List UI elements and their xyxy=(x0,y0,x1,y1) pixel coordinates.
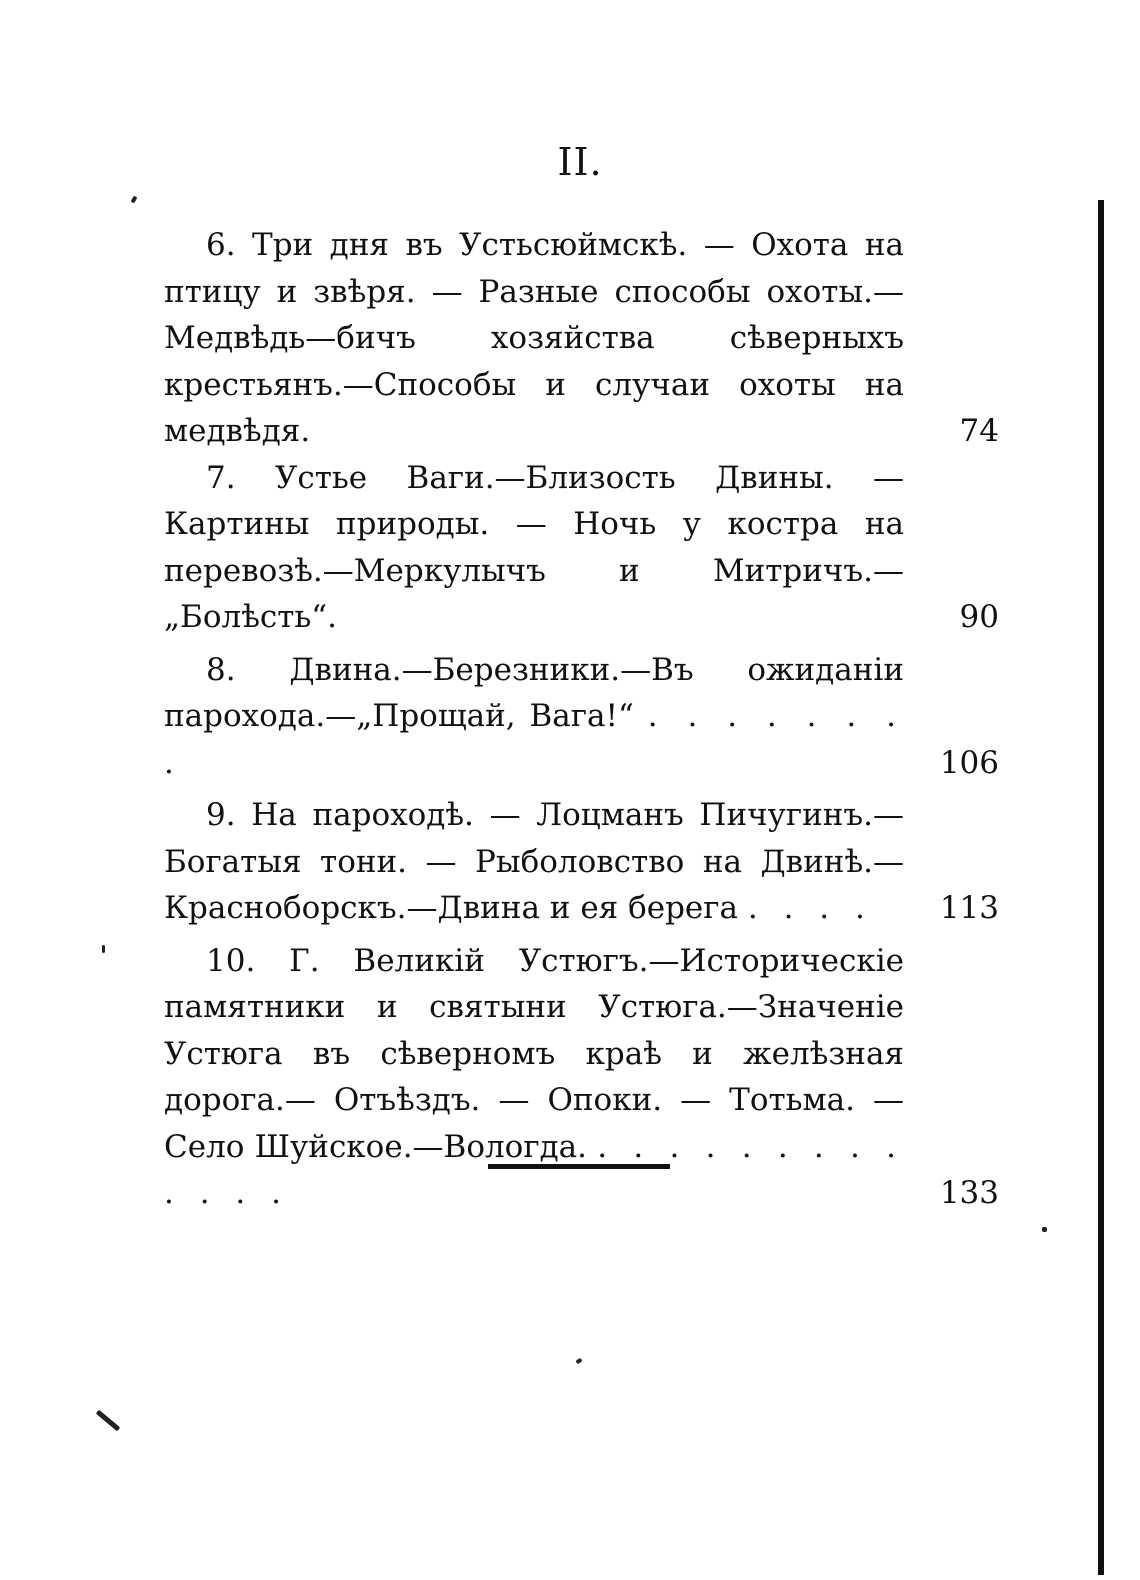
page-edge-scan-line xyxy=(1098,200,1104,1575)
section-divider-rule xyxy=(488,1164,670,1169)
toc-entry-text xyxy=(164,792,904,932)
toc-entry-page: 90 xyxy=(959,599,999,635)
table-of-contents xyxy=(164,222,999,1217)
toc-entry-title: 6. Три дня въ Устьсюймскѣ. — Охота на птицу и звѣря. — Разные способы охоты.— Медвѣдь—бичъ хозяйства сѣверныхъ крестьянъ.—Способы и случаи охоты на медвѣдя. xyxy=(164,227,904,449)
toc-entry-page: 106 xyxy=(939,744,999,781)
scan-speck xyxy=(575,1358,582,1364)
toc-entry-text xyxy=(164,455,904,641)
toc-entry-title: 9. На пароходѣ. — Лоцманъ Пичугинъ.— Богатыя тони. — Рыболовство на Двинѣ.— Красноборскъ.—Двина и ея берега xyxy=(164,797,904,926)
dot-leader: . . . . xyxy=(747,890,873,926)
page-heading: II. xyxy=(557,140,603,184)
toc-entry xyxy=(164,455,999,641)
toc-entry-text xyxy=(164,647,904,787)
toc-entry-text xyxy=(164,938,904,1217)
dot-leader: . . . . . . . . . . . . . xyxy=(164,1128,904,1211)
toc-entry xyxy=(164,222,999,455)
toc-entry-title: 10. Г. Великій Устюгъ.—Историческіе памятники и святыни Устюга.—Значеніе Устюга въ сѣверномъ краѣ и желѣзная дорога.— Отъѣздъ. — Опоки. — Тотьма. — Село Шуйское.—Вологда. xyxy=(164,942,904,1165)
toc-entry xyxy=(164,792,999,932)
toc-entry-title: 7. Устье Ваги.—Близость Двины. — Картины природы. — Ночь у костра на перевозѣ.—Меркулычъ и Митричъ.— „Болѣсть“. xyxy=(164,459,904,635)
scan-speck xyxy=(102,945,105,953)
toc-entry-page: 74 xyxy=(959,413,999,449)
toc-entry-text xyxy=(164,222,904,455)
scan-speck xyxy=(96,1410,121,1432)
toc-entry-page: 113 xyxy=(939,890,999,926)
toc-entry-title: 8. Двина.—Березники.—Въ ожиданіи парохода.—„Прощай, Вага!“ xyxy=(164,651,904,734)
toc-entry-page: 133 xyxy=(939,1175,999,1211)
toc-entry xyxy=(164,938,999,1217)
scan-speck xyxy=(1042,1227,1047,1232)
dot-leader: . . . . . . . . xyxy=(164,698,904,781)
scan-speck xyxy=(131,195,138,203)
toc-entry xyxy=(164,647,999,787)
